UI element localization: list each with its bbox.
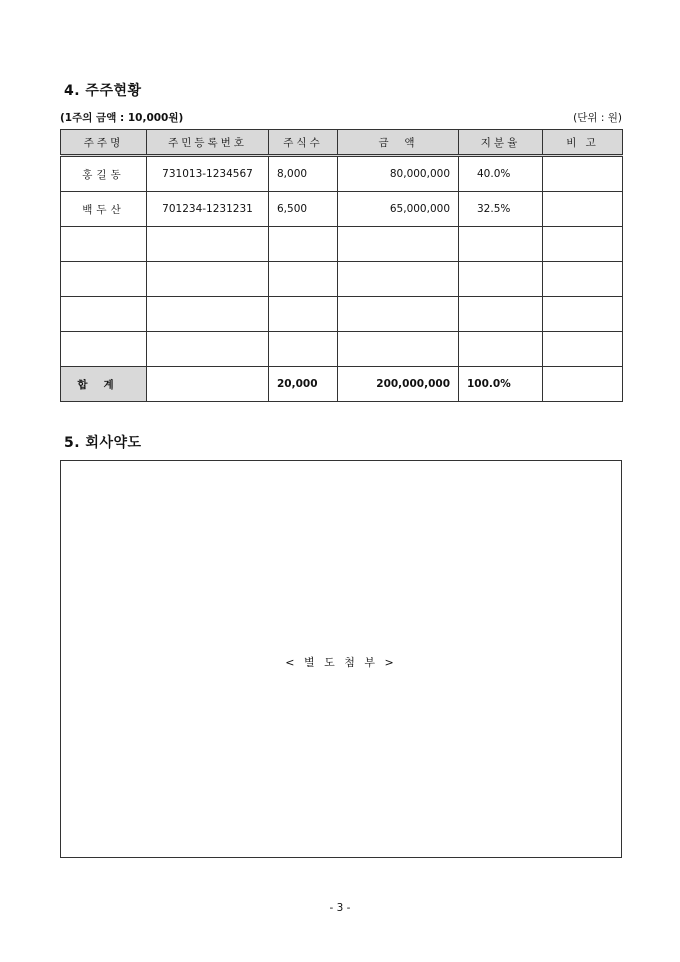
- cell-amount: 80,000,000: [338, 156, 459, 192]
- table-row: [61, 156, 623, 192]
- cell-id-number: 701234-1231231: [147, 192, 269, 227]
- table-header-row: [61, 130, 623, 156]
- table-row: [61, 192, 623, 227]
- page-number: - 3 -: [329, 902, 351, 914]
- cell-ratio: [459, 297, 543, 332]
- section-4-title: 4. 주주현황: [64, 83, 142, 99]
- cell-name: 백두산: [61, 192, 147, 227]
- header-id-number: 주민등록번호: [147, 130, 269, 156]
- total-id-number: [147, 367, 269, 402]
- table-row: [61, 262, 623, 297]
- cell-note: [543, 262, 623, 297]
- attachment-note: < 별 도 첨 부 >: [285, 656, 397, 669]
- total-shares: 20,000: [269, 367, 338, 402]
- cell-ratio: 32.5%: [459, 192, 543, 227]
- cell-amount: [338, 227, 459, 262]
- cell-ratio: 40.0%: [459, 156, 543, 192]
- cell-amount: [338, 332, 459, 367]
- cell-ratio: [459, 227, 543, 262]
- header-ratio: 지분율: [459, 130, 543, 156]
- cell-shares: [269, 227, 338, 262]
- cell-name: [61, 332, 147, 367]
- table-row: [61, 332, 623, 367]
- cell-note: [543, 332, 623, 367]
- cell-shares: 8,000: [269, 156, 338, 192]
- cell-id-number: [147, 262, 269, 297]
- cell-id-number: 731013-1234567: [147, 156, 269, 192]
- total-row: [61, 367, 623, 402]
- cell-note: [543, 192, 623, 227]
- header-amount: 금 액: [338, 130, 459, 156]
- cell-shares: [269, 332, 338, 367]
- header-shares: 주식수: [269, 130, 338, 156]
- cell-amount: 65,000,000: [338, 192, 459, 227]
- shareholder-table: [60, 129, 623, 402]
- unit-line: [60, 110, 622, 126]
- cell-name: [61, 227, 147, 262]
- header-name: 주주명: [61, 130, 147, 156]
- total-amount: 200,000,000: [338, 367, 459, 402]
- total-note: [543, 367, 623, 402]
- cell-shares: 6,500: [269, 192, 338, 227]
- total-ratio: 100.0%: [459, 367, 543, 402]
- cell-note: [543, 297, 623, 332]
- cell-shares: [269, 297, 338, 332]
- share-unit-label: (1주의 금액 : 10,000원): [60, 112, 184, 124]
- table-row: [61, 297, 623, 332]
- cell-name: [61, 297, 147, 332]
- cell-note: [543, 227, 623, 262]
- cell-amount: [338, 262, 459, 297]
- cell-ratio: [459, 332, 543, 367]
- cell-ratio: [459, 262, 543, 297]
- header-note: 비 고: [543, 130, 623, 156]
- total-label: 합계: [61, 367, 147, 402]
- cell-id-number: [147, 332, 269, 367]
- section-5-title: 5. 회사약도: [64, 435, 142, 451]
- company-map-box: [60, 460, 622, 858]
- table-row: [61, 227, 623, 262]
- cell-name: 홍길동: [61, 156, 147, 192]
- cell-name: [61, 262, 147, 297]
- cell-shares: [269, 262, 338, 297]
- currency-unit-label: (단위 : 원): [573, 112, 622, 124]
- cell-id-number: [147, 297, 269, 332]
- cell-note: [543, 156, 623, 192]
- cell-id-number: [147, 227, 269, 262]
- cell-amount: [338, 297, 459, 332]
